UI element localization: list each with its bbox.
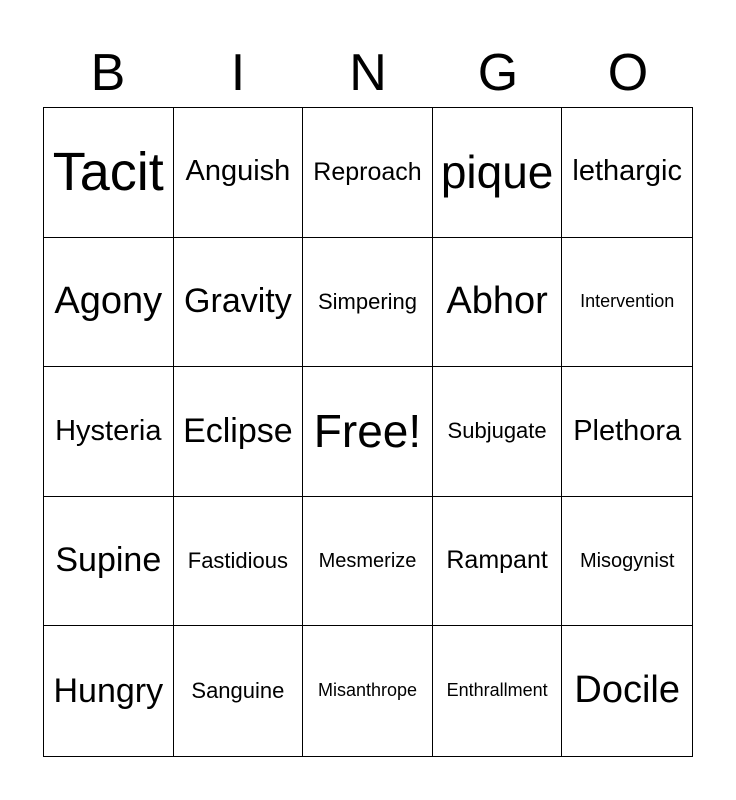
bingo-cell-r2-c5[interactable]: Intervention <box>562 238 692 368</box>
bingo-cell-r2-c4[interactable]: Abhor <box>433 238 563 368</box>
bingo-cell-r5-c3[interactable]: Misanthrope <box>303 626 433 756</box>
bingo-cell-r5-c4[interactable]: Enthrallment <box>433 626 563 756</box>
bingo-cell-r2-c3[interactable]: Simpering <box>303 238 433 368</box>
bingo-cell-r5-c2[interactable]: Sanguine <box>174 626 304 756</box>
bingo-cell-r1-c4[interactable]: pique <box>433 108 563 238</box>
bingo-cell-r1-c1[interactable]: Tacit <box>44 108 174 238</box>
bingo-cell-r3-c2[interactable]: Eclipse <box>174 367 304 497</box>
bingo-cell-r4-c2[interactable]: Fastidious <box>174 497 304 627</box>
bingo-cell-r2-c2[interactable]: Gravity <box>174 238 304 368</box>
bingo-cell-r3-c4[interactable]: Subjugate <box>433 367 563 497</box>
bingo-cell-r1-c5[interactable]: lethargic <box>562 108 692 238</box>
header-letter-o: O <box>607 44 649 102</box>
header-letter-g: G <box>477 44 519 102</box>
bingo-cell-r3-c3-free-space[interactable]: Free! <box>303 367 433 497</box>
bingo-cell-r5-c5[interactable]: Docile <box>574 669 680 712</box>
bingo-cell-r1-c2[interactable]: Anguish <box>174 108 304 238</box>
bingo-header <box>43 40 693 106</box>
bingo-cell-r4-c3[interactable]: Mesmerize <box>303 497 433 627</box>
bingo-cell-r3-c1[interactable]: Hysteria <box>44 367 174 497</box>
bingo-cell-r1-c3[interactable]: Reproach <box>303 108 433 238</box>
bingo-cell-r2-c1[interactable]: Agony <box>44 238 174 368</box>
header-letter-i: I <box>230 44 246 102</box>
bingo-cell-r4-c1[interactable]: Supine <box>44 497 174 627</box>
header-letter-n: N <box>349 44 387 102</box>
bingo-cell-r4-c5[interactable]: Misogynist <box>562 497 692 627</box>
header-letter-b: B <box>90 44 126 102</box>
bingo-cell-r4-c4[interactable]: Rampant <box>433 497 563 627</box>
bingo-cell-r5-c1[interactable]: Hungry <box>44 626 174 756</box>
bingo-board <box>43 107 693 757</box>
bingo-cell-r3-c5[interactable]: Plethora <box>562 367 692 497</box>
